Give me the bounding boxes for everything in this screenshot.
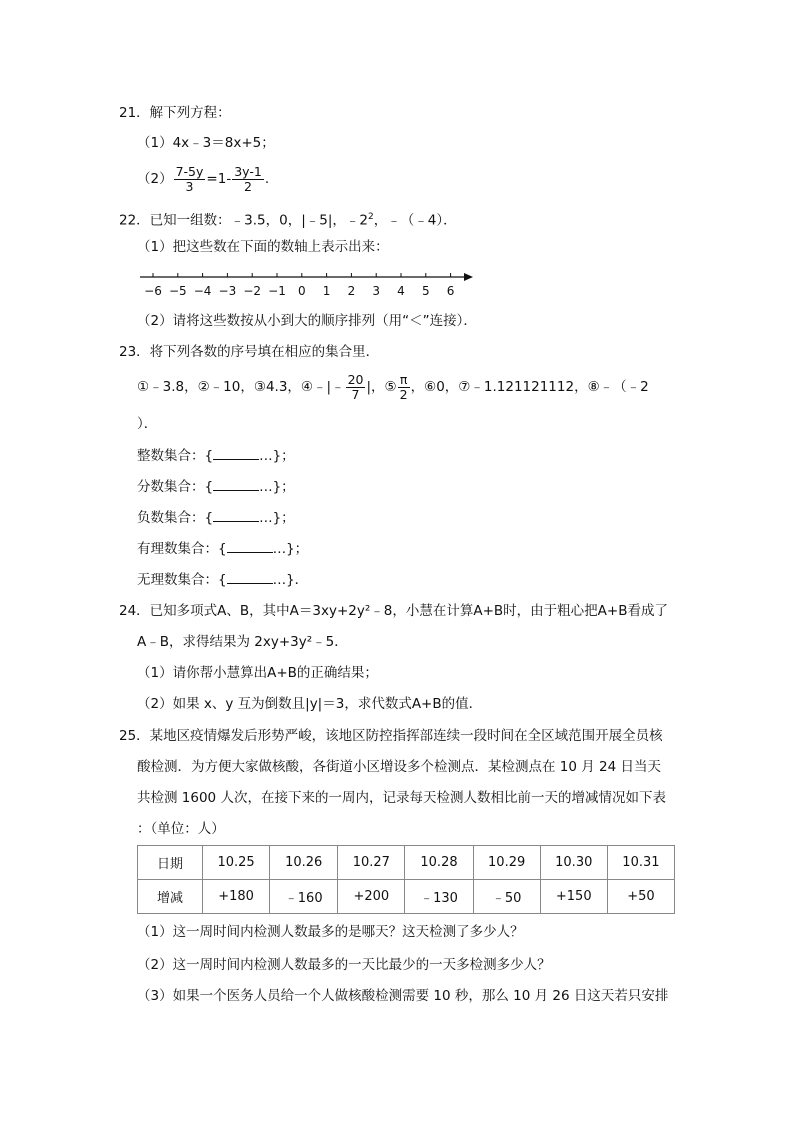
negative-set: 负数集合：{ …}； <box>137 510 295 526</box>
answer-blank[interactable] <box>227 540 273 553</box>
axis-label: 5 <box>421 284 430 298</box>
q21-part2-label: （2） <box>137 171 173 187</box>
table-cell: ﹣160 <box>270 880 338 914</box>
q25-line4: ：（单位：人） <box>137 821 225 837</box>
answer-blank[interactable] <box>213 447 259 460</box>
fraction: $\frac{\pi}{2}$ <box>399 371 408 402</box>
answer-blank[interactable] <box>213 509 259 522</box>
q24-part2: （2）如果 x、y 互为倒数且|y|＝3，求代数式A+B的值． <box>137 696 483 712</box>
table-cell: 10.27 <box>338 846 405 880</box>
answer-blank[interactable] <box>227 571 273 584</box>
fraction: $\frac{7-5y}{3}$ <box>175 163 204 194</box>
table-cell: +150 <box>540 880 607 914</box>
table-cell: 10.31 <box>607 846 674 880</box>
q25-line2: 酸检测．为方便大家做核酸，各街道小区增设多个检测点．某检测点在 10 月 24 日当天 <box>137 759 662 775</box>
axis-label: −4 <box>193 284 212 298</box>
fraction: $\frac{3y-1}{2}$ <box>234 163 262 194</box>
axis-label: 0 <box>297 284 306 298</box>
answer-blank[interactable] <box>213 478 259 491</box>
table-cell: 10.26 <box>270 846 338 880</box>
q25-part3: （3）如果一个医务人员给一个人做核酸检测需要 10 秒，那么 10 月 26 日这天若只安排 <box>137 988 669 1004</box>
axis-label: 4 <box>397 284 405 298</box>
table-cell: 10.25 <box>203 846 270 880</box>
q22-part1: （1）把这些数在下面的数轴上表示出来： <box>137 239 389 255</box>
table-cell: 10.29 <box>473 846 540 880</box>
q21-title: 21．解下列方程： <box>119 105 231 121</box>
q23-title: 23．将下列各数的序号填在相应的集合里． <box>119 344 380 360</box>
q25-line3: 共检测 1600 人次，在接下来的一周内，记录每天检测人数相比前一天的增减情况如下表 <box>137 790 666 806</box>
q25-part1: （1）这一周时间内检测人数最多的是哪天？这天检测了多少人？ <box>137 924 524 940</box>
table-cell: +200 <box>338 880 405 914</box>
q22-title: 22．已知一组数：﹣3.5，0，|﹣5|，$﹣2^2$，﹣（﹣4）． <box>119 212 457 229</box>
q23-items: ①﹣3.8，②﹣10，③4.3，④﹣|﹣ $\frac{20}{7}$ |，⑤ $\frac{\pi}{2}$ ，⑥0，⑦﹣1.121121112，⑧﹣（﹣2 <box>137 371 649 402</box>
table-row <box>138 846 675 880</box>
q24-line1: 24．已知多项式A、B，其中A＝3xy+2y²﹣8，小慧在计算A+B时，由于粗心把A+B看成了 <box>119 603 668 619</box>
axis-label: 1 <box>322 284 331 298</box>
q25-part2: （2）这一周时间内检测人数最多的一天比最少的一天多检测多少人？ <box>137 957 551 973</box>
q24-part1: （1）请你帮小慧算出A+B的正确结果； <box>137 665 378 681</box>
q24-line2: A﹣B，求得结果为 2xy+3y²﹣5． <box>137 634 348 650</box>
table-cell: ﹣50 <box>473 880 540 914</box>
q23-items-wrap: ）． <box>137 416 158 432</box>
q21-part2: （2） $\frac{7-5y}{3}$ =1- $\frac{3y-1}{2}$ . <box>137 163 270 194</box>
axis-label: 6 <box>446 284 455 298</box>
table-cell: +180 <box>203 880 270 914</box>
fraction: $\frac{20}{7}$ <box>347 371 364 402</box>
q21-part1: （1）4x﹣3＝8x+5； <box>137 135 275 151</box>
table-cell: 10.30 <box>540 846 607 880</box>
table-cell: ﹣130 <box>405 880 473 914</box>
q25-line1: 25．某地区疫情爆发后形势严峻，该地区防控指挥部连续一段时间在全区域范围开展全员核 <box>119 728 663 744</box>
table-cell: 10.28 <box>405 846 473 880</box>
number-line <box>135 268 480 300</box>
axis-label: 3 <box>372 284 381 298</box>
table-header-cell: 增减 <box>138 880 203 914</box>
data-table <box>137 845 675 914</box>
axis-label: −6 <box>144 284 162 298</box>
arrow-right-icon <box>464 273 473 281</box>
axis-label: −2 <box>243 284 262 298</box>
axis-label: 2 <box>347 284 356 298</box>
q22-part2: （2）请将这些数按从小到大的顺序排列（用“＜”连接）． <box>137 313 477 329</box>
irrational-set: 无理数集合：{ …}． <box>137 572 309 588</box>
axis-label: −3 <box>218 284 237 298</box>
axis-label: −1 <box>268 284 286 298</box>
integer-set: 整数集合：{ …}； <box>137 448 295 464</box>
rational-set: 有理数集合：{ …}； <box>137 541 309 557</box>
axis-label: −5 <box>168 284 187 298</box>
fraction-set: 分数集合：{ …}； <box>137 479 295 495</box>
table-header-cell: 日期 <box>138 846 203 880</box>
table-cell: +50 <box>607 880 674 914</box>
table-row <box>138 880 675 914</box>
